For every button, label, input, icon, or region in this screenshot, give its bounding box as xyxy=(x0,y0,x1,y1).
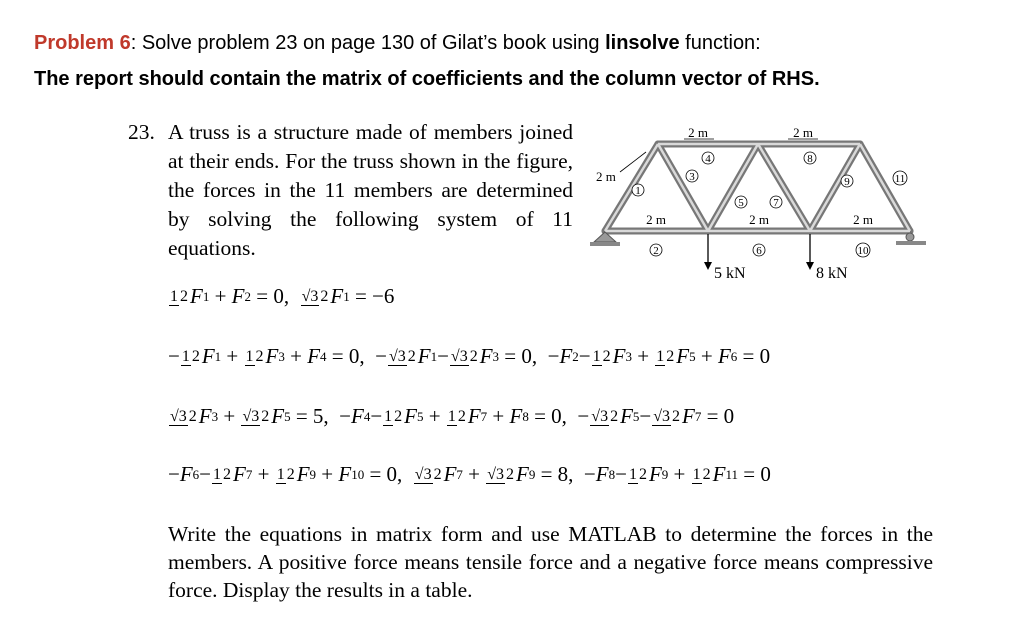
load-1: 5 kN xyxy=(714,265,746,282)
problem-number: 23. xyxy=(128,120,155,144)
closing-instructions: Write the equations in matrix form and use MATLAB to determine the forces in the members. A positive force means tensile force and a negative force means compressive force. Display the results in a table. xyxy=(168,522,933,602)
side-dim: 2 m xyxy=(596,169,616,184)
truss-figure xyxy=(590,126,935,286)
bottom-dim-1: 2 m xyxy=(646,212,666,227)
top-dim-2: 2 m xyxy=(793,126,813,140)
svg-text:4: 4 xyxy=(705,153,711,165)
svg-text:10: 10 xyxy=(857,245,869,257)
svg-text:1: 1 xyxy=(635,185,641,197)
svg-text:6: 6 xyxy=(756,245,762,257)
instruction-tail: function: xyxy=(679,32,761,54)
left-ground xyxy=(590,242,620,246)
function-name: linsolve xyxy=(605,32,680,54)
report-requirement: The report should contain the matrix of coefficients and the column vector of RHS. xyxy=(34,68,820,90)
svg-text:7: 7 xyxy=(773,197,779,209)
svg-text:2: 2 xyxy=(653,245,659,257)
bottom-dim-3: 2 m xyxy=(853,212,873,227)
bottom-dim-2: 2 m xyxy=(749,212,769,227)
svg-text:8: 8 xyxy=(807,153,813,165)
equation-line-1: 1 2 F 1 + F 2 = 0, √3 2 F 1 = −6 xyxy=(170,284,395,308)
problem-colon: : xyxy=(130,32,137,54)
svg-text:3: 3 xyxy=(689,171,695,183)
right-ground xyxy=(896,241,926,245)
equation-line-3: √3 2 F 3 + √3 2 F 5 = 5, − F 4 − 1 2 F 5 + 1 2 F 7 + F 8 = 0, − √3 2 F 5 − √3 2 F 7 = 0 xyxy=(170,404,735,428)
svg-text:9: 9 xyxy=(844,176,850,188)
equation-line-4: − F 6 − 1 2 F 7 + 1 2 F 9 + F 10 = 0, √3 2 F 7 + √3 2 F 9 = 8, − F 8 − 1 2 F 9 + 1 2 F 11 = 0 xyxy=(168,462,771,486)
problem-heading xyxy=(34,32,761,55)
problem-body: A truss is a structure made of members joined at their ends. For the truss shown in the figure, the forces in the 11 members are determined by solving the following system of 11 equations. xyxy=(168,120,573,260)
problem-statement xyxy=(128,118,573,263)
right-support xyxy=(906,233,914,241)
top-dim-1: 2 m xyxy=(688,126,708,140)
svg-text:11: 11 xyxy=(894,173,906,185)
instruction-text: Solve problem 23 on page 130 of Gilat’s book using xyxy=(136,32,606,54)
svg-text:5: 5 xyxy=(738,197,744,209)
equation-line-2: − 1 2 F 1 + 1 2 F 3 + F 4 = 0, − √3 2 F 1 − √3 2 F 3 = 0, − F 2 − 1 2 F 3 + 1 2 F 5 + F 6 = 0 xyxy=(168,344,771,368)
problem-label: Problem 6 xyxy=(34,32,131,54)
load-2: 8 kN xyxy=(816,265,848,282)
